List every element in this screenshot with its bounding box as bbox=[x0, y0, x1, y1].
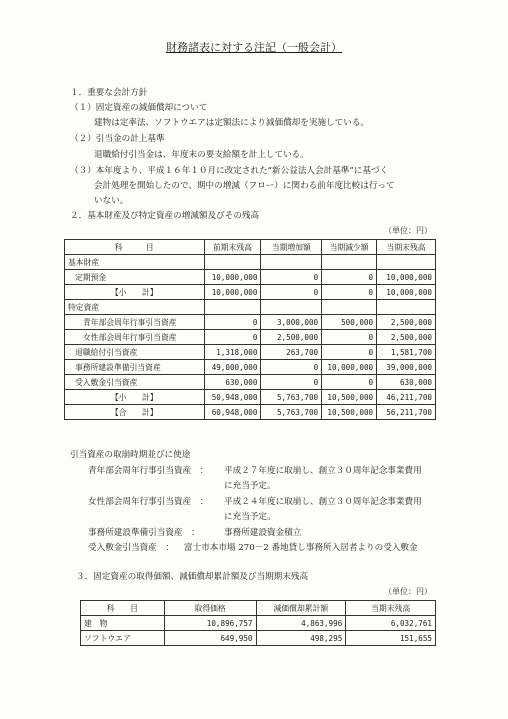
cell-value: 498,295 bbox=[256, 631, 346, 646]
cell-value: 151,655 bbox=[346, 631, 436, 646]
row-label: 退職給付引当資産 bbox=[65, 345, 205, 360]
cell-value: 1,581,700 bbox=[377, 345, 436, 360]
table-row bbox=[65, 360, 436, 375]
cell-value bbox=[322, 300, 377, 315]
col-header-closing: 当期末残高 bbox=[346, 601, 436, 616]
row-label: 定期預金 bbox=[65, 270, 205, 285]
note-youth-label: 青年部会周年行事引当資産 ： bbox=[88, 466, 209, 476]
policy-2-body: 退職給付引当金は、年度末の要支給額を計上している。 bbox=[94, 150, 309, 160]
cell-value: 10,000,000 bbox=[204, 270, 261, 285]
table-row bbox=[65, 285, 436, 300]
cell-value: 10,000,000 bbox=[377, 270, 436, 285]
cell-value: 10,500,000 bbox=[322, 405, 377, 420]
col-header-closing: 当期末残高 bbox=[377, 240, 436, 255]
note-office-label: 事務所建設準備引当資産 ： bbox=[88, 528, 200, 538]
cell-value: 10,000,000 bbox=[377, 285, 436, 300]
cell-value: 4,863,996 bbox=[256, 616, 346, 631]
cell-value: 0 bbox=[261, 270, 322, 285]
cell-value: 0 bbox=[261, 285, 322, 300]
col-header-depreciation: 減価償却累計額 bbox=[256, 601, 346, 616]
section2-unit: （単位：円） bbox=[384, 226, 432, 235]
policy-3-line1: （３）本年度より、平成１６年１０月に改定された“新公益法人会計基準”に基づく bbox=[70, 166, 389, 176]
row-label: 青年部会周年行事引当資産 bbox=[65, 315, 205, 330]
cell-value: 3,000,000 bbox=[261, 315, 322, 330]
cell-value: 263,700 bbox=[261, 345, 322, 360]
cell-value: 1,318,000 bbox=[204, 345, 261, 360]
fixed-assets-table bbox=[80, 600, 436, 646]
col-header-item: 科 目 bbox=[65, 240, 205, 255]
cell-value bbox=[204, 300, 261, 315]
table-row bbox=[65, 405, 436, 420]
table-row bbox=[65, 300, 436, 315]
cell-value: 10,000,000 bbox=[204, 285, 261, 300]
col-header-item: 科 目 bbox=[81, 601, 165, 616]
note-women-line2: に充当予定。 bbox=[224, 512, 276, 522]
cell-value: 2,500,000 bbox=[377, 315, 436, 330]
table-row bbox=[65, 270, 436, 285]
cell-value: 0 bbox=[204, 330, 261, 345]
section2-heading: ２．基本財産及び特定資産の増減額及びその残高 bbox=[70, 211, 260, 221]
cell-value: 630,000 bbox=[377, 375, 436, 390]
table-row bbox=[65, 330, 436, 345]
cell-value: 2,500,000 bbox=[377, 330, 436, 345]
row-label: 基本財産 bbox=[65, 255, 205, 270]
note-women-line1: 平成２４年度に取崩し、創立３０周年記念事業費用 bbox=[224, 497, 422, 507]
cell-value: 60,948,000 bbox=[204, 405, 261, 420]
section3-unit: （単位：円） bbox=[384, 587, 432, 596]
col-header-decrease: 当期減少額 bbox=[322, 240, 377, 255]
table-header-row bbox=[65, 240, 436, 255]
cell-value bbox=[377, 255, 436, 270]
cell-value bbox=[322, 255, 377, 270]
cell-value bbox=[261, 300, 322, 315]
section3-heading: ３．固定資産の取得価額、減価償却累計額及び当期期末残高 bbox=[76, 572, 309, 582]
cell-value: 649,950 bbox=[164, 631, 256, 646]
section1-heading: １．重要な会計方針 bbox=[70, 88, 148, 98]
cell-value: 0 bbox=[322, 345, 377, 360]
cell-value: 630,000 bbox=[204, 375, 261, 390]
col-header-opening: 前期末残高 bbox=[204, 240, 261, 255]
row-label: 事務所建設準備引当資産 bbox=[65, 360, 205, 375]
row-label: 特定資産 bbox=[65, 300, 205, 315]
col-header-acquisition: 取得価格 bbox=[164, 601, 256, 616]
cell-value: 2,500,000 bbox=[261, 330, 322, 345]
note-deposit-text: 富士市本市場 270－2 番地貸し事務所入居者よりの受入敷金 bbox=[184, 543, 418, 553]
cell-value: 0 bbox=[322, 375, 377, 390]
row-label: 【小 計】 bbox=[65, 390, 205, 405]
page-title: 財務諸表に対する注記（一般会計） bbox=[166, 41, 342, 54]
cell-value: 0 bbox=[261, 375, 322, 390]
cell-value: 6,032,761 bbox=[346, 616, 436, 631]
cell-value: 0 bbox=[204, 315, 261, 330]
table-row bbox=[65, 345, 436, 360]
row-label: 【合 計】 bbox=[65, 405, 205, 420]
row-label: 女性部会周年行事引当資産 bbox=[65, 330, 205, 345]
row-label: 建 物 bbox=[81, 616, 165, 631]
policy-1-body: 建物は定率法、ソフトウエアは定額法により減価償却を実施している。 bbox=[94, 118, 370, 128]
row-label: 受入敷金引当資産 bbox=[65, 375, 205, 390]
cell-value: 50,948,000 bbox=[204, 390, 261, 405]
cell-value: 46,211,700 bbox=[377, 390, 436, 405]
note-women-label: 女性部会周年行事引当資産 ： bbox=[88, 497, 209, 507]
cell-value: 49,000,000 bbox=[204, 360, 261, 375]
cell-value: 10,000,000 bbox=[322, 360, 377, 375]
row-label: 【小 計】 bbox=[65, 285, 205, 300]
cell-value: 5,763,700 bbox=[261, 405, 322, 420]
table-row bbox=[81, 616, 436, 631]
policy-3-line3: いない。 bbox=[94, 196, 129, 206]
note-office-text: 事務所建設資金積立 bbox=[224, 528, 302, 538]
table-header-row bbox=[81, 601, 436, 616]
cell-value: 500,000 bbox=[322, 315, 377, 330]
policy-2-heading: （２）引当金の計上基準 bbox=[70, 134, 165, 144]
cell-value bbox=[204, 255, 261, 270]
cell-value: 5,763,700 bbox=[261, 390, 322, 405]
assets-change-table bbox=[64, 239, 436, 420]
policy-3-line2: 会計処理を開始したので、期中の増減（フロー）に関わる前年度比較は行って bbox=[94, 181, 395, 191]
note-youth-line1: 平成２７年度に取崩し、創立３０周年記念事業費用 bbox=[224, 466, 422, 476]
cell-value: 0 bbox=[322, 285, 377, 300]
cell-value: 10,500,000 bbox=[322, 390, 377, 405]
cell-value: 39,000,000 bbox=[377, 360, 436, 375]
cell-value: 0 bbox=[322, 330, 377, 345]
note-youth-line2: に充当予定。 bbox=[224, 481, 276, 491]
table-row bbox=[65, 315, 436, 330]
col-header-increase: 当期増加額 bbox=[261, 240, 322, 255]
table-row bbox=[65, 375, 436, 390]
reserve-notes-heading: 引当資産の取崩時期並びに使途 bbox=[70, 450, 191, 460]
row-label: ソフトウエア bbox=[81, 631, 165, 646]
table-row bbox=[81, 631, 436, 646]
cell-value bbox=[261, 255, 322, 270]
table-row bbox=[65, 390, 436, 405]
cell-value: 0 bbox=[261, 360, 322, 375]
note-deposit-label: 受入敷金引当資産 ： bbox=[88, 543, 174, 553]
policy-1-heading: （１）固定資産の減価償却について bbox=[70, 103, 208, 113]
cell-value: 0 bbox=[322, 270, 377, 285]
cell-value: 56,211,700 bbox=[377, 405, 436, 420]
cell-value bbox=[377, 300, 436, 315]
cell-value: 10,896,757 bbox=[164, 616, 256, 631]
table-row bbox=[65, 255, 436, 270]
